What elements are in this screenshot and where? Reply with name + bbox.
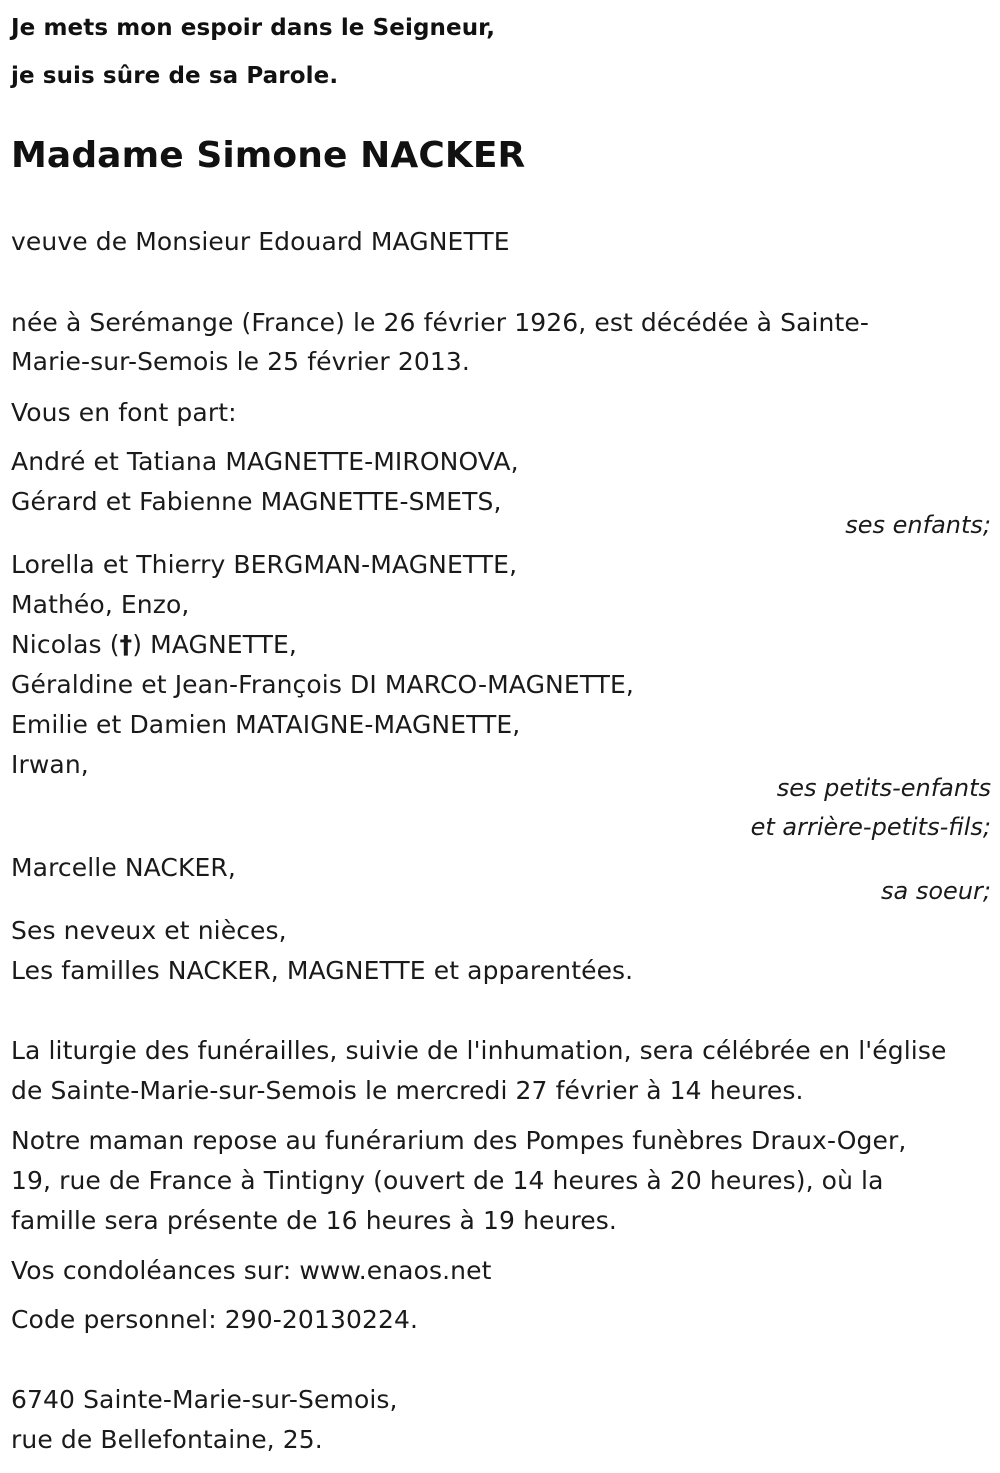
child-line-2: Gérard et Fabienne MAGNETTE-SMETS, bbox=[11, 487, 502, 516]
birth-death-line-1: née à Serémange (France) le 26 février 1926, est décédée à Sainte- bbox=[11, 308, 869, 337]
grandchild-line-3-before: Nicolas ( bbox=[11, 630, 120, 659]
grandchild-line-3 bbox=[11, 625, 991, 665]
grandchildren-relation-2: et arrière-petits-fils; bbox=[750, 813, 991, 841]
child-line-1: André et Tatiana MAGNETTE-MIRONOVA, bbox=[11, 447, 519, 476]
deceased-name: Madame Simone NACKER bbox=[11, 135, 526, 176]
grandchildren-relation-1: ses petits-enfants bbox=[776, 774, 991, 802]
personal-code: Code personnel: 290-20130224. bbox=[11, 1305, 419, 1334]
address-line-2: rue de Bellefontaine, 25. bbox=[11, 1425, 323, 1454]
grandchild-line-2: Mathéo, Enzo, bbox=[11, 590, 190, 619]
grandchild-line-6: Irwan, bbox=[11, 750, 89, 779]
grandchild-line-1: Lorella et Thierry BERGMAN-MAGNETTE, bbox=[11, 550, 518, 579]
spouse-line: veuve de Monsieur Edouard MAGNETTE bbox=[11, 227, 510, 256]
rest-line-1: Notre maman repose au funérarium des Pompes funèbres Draux-Oger, bbox=[11, 1126, 907, 1155]
cross-icon: † bbox=[119, 630, 133, 659]
sister-relation: sa soeur; bbox=[881, 877, 991, 905]
rest-line-3: famille sera présente de 16 heures à 19 heures. bbox=[11, 1206, 617, 1235]
birth-death-line-2: Marie-sur-Semois le 25 février 2013. bbox=[11, 347, 470, 376]
sister-name: Marcelle NACKER, bbox=[11, 853, 236, 882]
others-line-1: Ses neveux et nièces, bbox=[11, 916, 287, 945]
grandchild-line-3-after: ) MAGNETTE, bbox=[132, 630, 297, 659]
epigraph-line-1: Je mets mon espoir dans le Seigneur, bbox=[11, 15, 496, 41]
liturgy-line-2: de Sainte-Marie-sur-Semois le mercredi 27 février à 14 heures. bbox=[11, 1076, 804, 1105]
liturgy-line-1: La liturgie des funérailles, suivie de l'inhumation, sera célébrée en l'église bbox=[11, 1036, 947, 1065]
rest-line-2: 19, rue de France à Tintigny (ouvert de 14 heures à 20 heures), où la bbox=[11, 1166, 884, 1195]
others-line-2: Les familles NACKER, MAGNETTE et apparentées. bbox=[11, 956, 634, 985]
grandchild-line-5: Emilie et Damien MATAIGNE-MAGNETTE, bbox=[11, 710, 521, 739]
address-line-1: 6740 Sainte-Marie-sur-Semois, bbox=[11, 1385, 398, 1414]
epigraph-line-2: je suis sûre de sa Parole. bbox=[11, 63, 339, 89]
announcement-intro: Vous en font part: bbox=[11, 398, 237, 427]
grandchild-line-4: Géraldine et Jean-François DI MARCO-MAGNETTE, bbox=[11, 670, 634, 699]
condolences-line: Vos condoléances sur: www.enaos.net bbox=[11, 1256, 492, 1285]
children-relation: ses enfants; bbox=[845, 511, 991, 539]
